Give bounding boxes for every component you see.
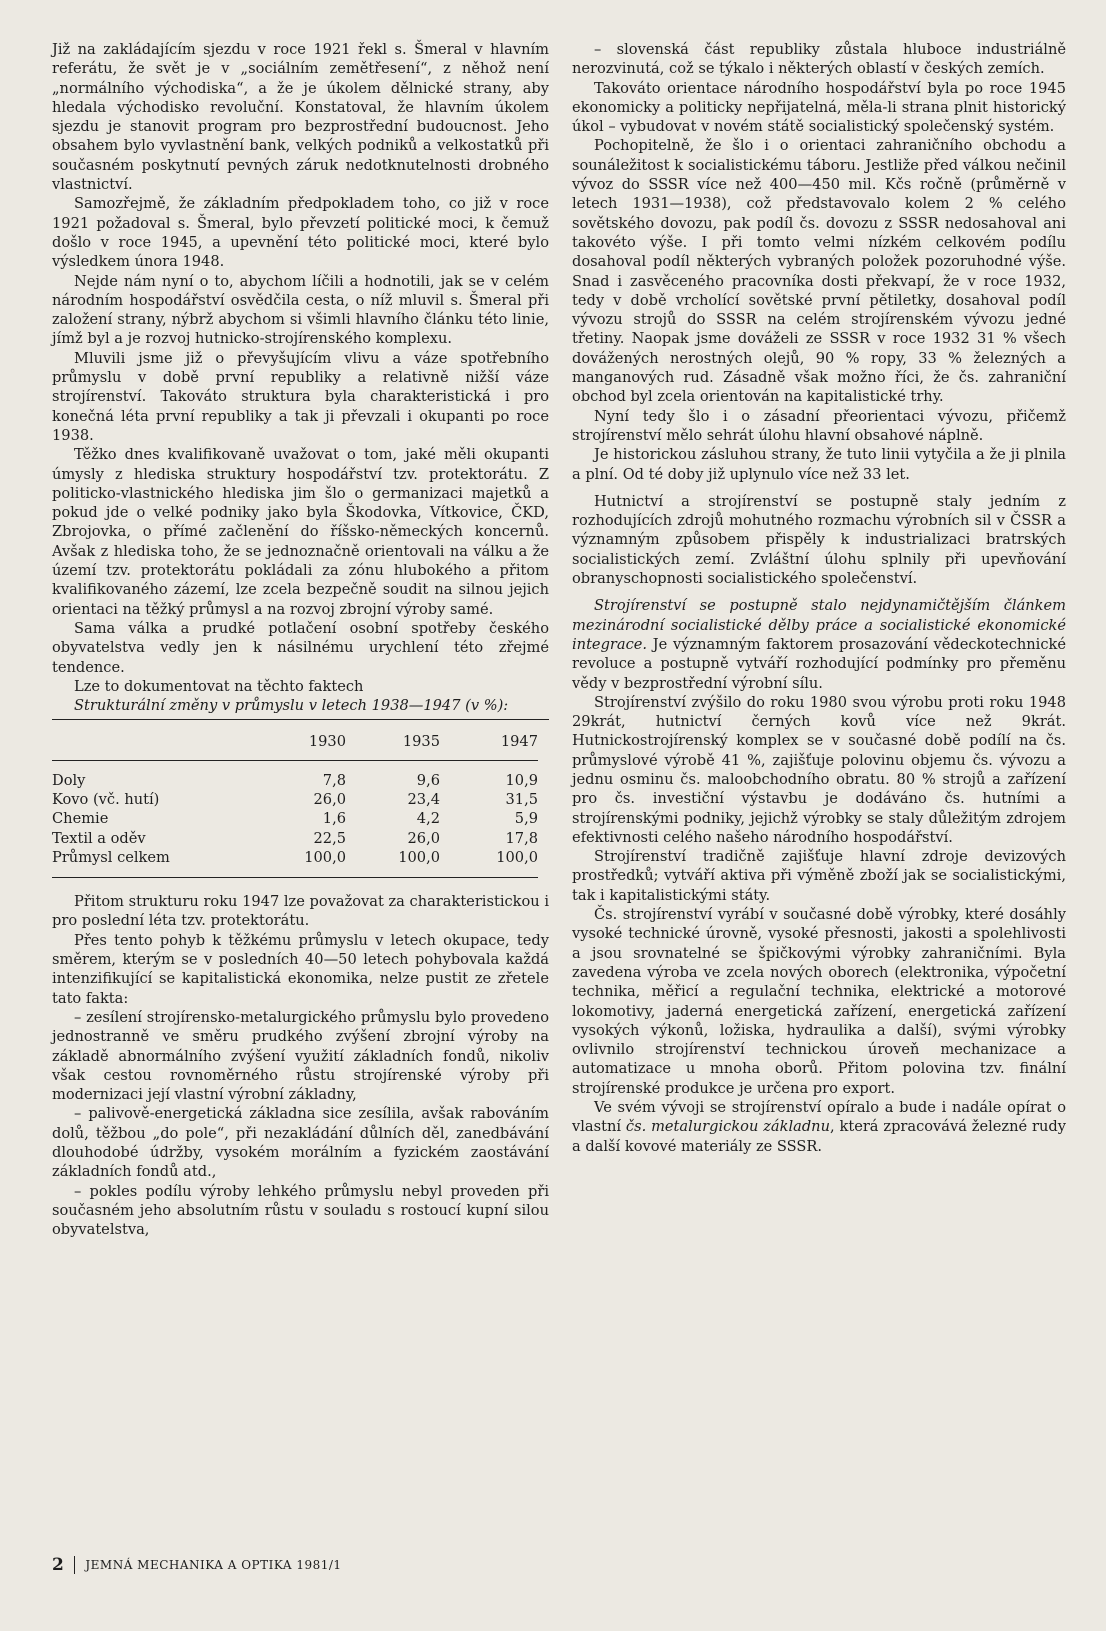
list-item: – pokles podílu výroby lehkého průmyslu nebyl proveden při současném jeho absolutním růstu v souladu s rostoucí kupní silou obyvatelstva, (52, 1182, 549, 1239)
row-label: Chemie (52, 810, 109, 828)
paragraph: Těžko dnes kvalifikovaně uvažovat o tom, jaké měli okupanti úmysly z hlediska struktury hospodářství tzv. protektorátu. Z politicko-vlastnického hlediska jim šlo o germanizaci majetků a pokud jde o velké podniky jako byla Škodovka, Vítkovice, ČKD, Zbrojovka, o přímé začlenění do říšsko-německých koncernů. Avšak z hlediska toho, že se jednoznačně orientovali na válku a že území tzv. protektorátu pokládali za zónu hlubokého a přitom kvalifikovaného zázemí, lze zcela bezpečně soudit na silnou jejich orientaci na těžký průmysl a na rozvoj zbrojní výroby samé. (52, 446, 549, 618)
table-header: 1930 (252, 720, 346, 760)
cell: 100,0 (346, 848, 440, 878)
italic-emphasis: Strojírenství se postupně stalo nejdynamičtějším článkem mezinárodní socialistické dělby práce a socialistické ekonomické integrace. (572, 597, 1066, 653)
cell: 9,6 (416, 771, 440, 789)
italic-emphasis: čs. metalurgickou základnu (625, 1118, 830, 1136)
paragraph: Strojírenství tradičně zajišťuje hlavní zdroje devizových prostředků; vytváří aktiva při výměně zboží jak se socialistickými, tak i kapitalistickými státy. (572, 848, 1066, 904)
paragraph: Je historickou zásluhou strany, že tuto linii vytyčila a že ji plnila a plní. Od té doby již uplynulo více než 33 let. (572, 446, 1066, 483)
paragraph: Nyní tedy šlo i o zásadní přeorientaci vývozu, přičemž strojírenství mělo sehrát úlohu hlavní obsahové náplně. (572, 407, 1066, 444)
paragraph-text: , která zpracovává železné rudy a další kovové materiály ze SSSR. (572, 1118, 1066, 1155)
paragraph: Nejde nám nyní o to, abychom líčili a hodnotili, jak se v celém národním hospodářství osvědčila cesta, o níž mluvil s. Šmeral při založení strany, nýbrž abychom si všimli hlavního článku této linie, jímž byl a je rozvoj hutnicko-strojírenského komplexu. (52, 272, 549, 348)
row-label: Kovo (vč. hutí) (52, 790, 160, 808)
cell: 31,5 (505, 790, 538, 808)
right-column (572, 40, 1066, 1156)
table-row (52, 790, 538, 809)
cell: 4,2 (416, 810, 440, 828)
cell: 26,0 (313, 790, 346, 808)
table-row (52, 809, 538, 828)
paragraph-text: Ve svém vývoji se strojírenství opíralo a bude i nadále opírat o vlastní (572, 1099, 1066, 1136)
paragraph: Lze to dokumentovat na těchto faktech (74, 677, 364, 695)
paragraph: Přitom strukturu roku 1947 lze považovat za charakteristickou i pro poslední léta tzv. protektorátu. (52, 893, 549, 930)
paragraph: Strojírenství zvýšilo do roku 1980 svou výrobu proti roku 1948 29krát, hutnictví černých kovů více než 9krát. Hutnickostrojírenský komplex se v současné době podílí na čs. průmyslové výrobě 41 %, zajišťuje polovinu objemu čs. vývozu a jednu osminu čs. maloobchodního obratu. 80 % strojů a zařízení pro čs. investiční výstavbu je dodáváno čs. hutními a strojírenskými podniky, jejichž výrobky se staly důležitým zdrojem efektivnosti celého našeho národního hospodářství. (572, 693, 1066, 846)
row-label: Doly (52, 771, 86, 789)
paragraph: Takováto orientace národního hospodářství byla po roce 1945 ekonomicky a politicky nepřijatelná, měla-li strana plnit historický úkol – vybudovat v novém státě socialistický společenský systém. (572, 79, 1066, 136)
paragraph: Sama válka a prudké potlačení osobní spotřeby českého obyvatelstva vedly jen k násilnému urychlení této zřejmé tendence. (52, 619, 549, 676)
cell: 1,6 (322, 810, 346, 828)
paragraph: Hutnictví a strojírenství se postupně staly jedním z rozhodujících zdrojů mohutného rozmachu výrobních sil v ČSSR a významným způsobem přispěly k industrializaci bratrských socialistických zemí. Zvláštní úlohu splnily při upevňování obranyschopnosti socialistického společenství. (572, 492, 1066, 588)
page-footer (52, 1555, 342, 1575)
paragraph: Čs. strojírenství vyrábí v současné době výrobky, které dosáhly vysoké technické úrovně, vysoké přesnosti, jakosti a spolehlivosti a jsou srovnatelné se špičkovými výrobky zahraničními. Byla zavedena výroba ve zcela nových oborech (elektronika, výpočetní technika, měřicí a regulační technika, elektrické a motorové lokomotivy, jaderná energetická zařízení, energetická zařízení vysokých výkonů, ložiska, hydraulika a další), svými výrobky ovlivnilo strojírenství technickou úroveň mechanizace a automatizace u mnoha oborů. Přitom polovina tzv. finální strojírenské produkce je určena pro export. (572, 906, 1066, 1097)
paragraph: Mluvili jsme již o převyšujícím vlivu a váze spotřebního průmyslu v době první republiky a relativně nižší váze strojírenství. Takováto struktura byla charakteristická i pro konečná léta první republiky a tak ji převzali i okupanti po roce 1938. (52, 349, 549, 444)
cell: 22,5 (313, 829, 346, 847)
cell: 100,0 (252, 848, 346, 878)
table-row (52, 760, 538, 790)
cell: 7,8 (322, 771, 346, 789)
journal-title: JEMNÁ MECHANIKA A OPTIKA 1981/1 (85, 1558, 342, 1572)
left-column (52, 40, 549, 1240)
table-row (52, 829, 538, 848)
list-item: – slovenská část republiky zůstala hluboce industriálně nerozvinutá, což se týkalo i některých oblastí v českých zemích. (572, 41, 1066, 78)
cell: 100,0 (440, 848, 538, 878)
paragraph: Již na zakládajícím sjezdu v roce 1921 řekl s. Šmeral v hlavním referátu, že svět je v „sociálním zemětřesení“, z něhož není „normálního východiska“, a že je úkolem dělnické strany, aby hledala východisko revoluční. Konstatoval, že hlavním úkolem sjezdu je stanovit program pro bezprostřední budoucnost. Jeho obsahem bylo vyvlastnění bank, velkých podniků a velkostatků při současném poskytnutí pevných záruk nedotknutelnosti drobného vlastnictví. (52, 41, 549, 194)
paragraph: Samozřejmě, že základním předpokladem toho, co již v roce 1921 požadoval s. Šmeral, bylo převzetí politické moci, k čemuž došlo v roce 1945, a upevnění této politické moci, které bylo výsledkem února 1948. (52, 195, 549, 271)
list-item: – palivově-energetická základna sice zesílila, avšak rabováním dolů, těžbou „do pole“, při nezakládání důlních děl, zanedbávání dlouhodobé údržby, vysokém morálním a fyzickém zaostávání základních fondů atd., (52, 1105, 549, 1181)
row-label: Průmysl celkem (52, 848, 252, 878)
cell: 26,0 (407, 829, 440, 847)
table-header (52, 720, 252, 760)
paragraph: Pochopitelně, že šlo i o orientaci zahraničního obchodu a sounáležitost k socialistickému táboru. Jestliže před válkou nečinil vývoz do SSSR více než 400—450 mil. Kčs ročně (průměrně v letech 1931—1938), což představovalo kolem 2 % celého sovětského dovozu, pak podíl čs. dovozu z SSSR nedosahoval ani takovéto výše. I při tomto velmi nízkém celkovém podílu dosahoval podíl některých vybraných položek pozoruhodné výše. Snad i zasvěceného pracovníka dosti překvapí, že v roce 1932, tedy v době vrcholící sovětské první pětiletky, dosahoval podíl vývozu strojů do SSSR na celém strojírenském vývozu jedné třetiny. Naopak jsme dováželi ze SSSR v roce 1932 31 % všech dovážených nerostných olejů, 90 % ropy, 33 % železných a manganových rud. Zásadně však možno říci, že čs. zahraniční obchod byl zcela orientován na kapitalistické trhy. (572, 137, 1066, 406)
paragraph-text: Je významným faktorem prosazování vědeckotechnické revoluce a postupně vytváří rozhodující podmínky pro přeměnu vědy v bezprostřední výrobní sílu. (572, 635, 1066, 692)
cell: 5,9 (514, 810, 538, 828)
paragraph (572, 1098, 1066, 1156)
paragraph (572, 596, 1066, 692)
row-label: Textil a oděv (52, 829, 146, 847)
table-header: 1935 (346, 720, 440, 760)
page-number: 2 (52, 1555, 65, 1575)
structure-table (52, 720, 538, 878)
table-caption: Strukturální změny v průmyslu v letech 1938—1947 (v %): (52, 696, 549, 720)
paragraph: Přes tento pohyb k těžkému průmyslu v letech okupace, tedy směrem, kterým se v posledních 40—50 letech pohybovala každá intenzifikující se kapitalistická ekonomika, nelze pustit ze zřetele tato fakta: (52, 931, 549, 1007)
divider (74, 1556, 75, 1574)
list-item: – zesílení strojírensko-metalurgického průmyslu bylo provedeno jednostranně ve směru prudkého zvýšení zbrojní výroby na základě abnormálního zvýšení využití základních fondů, nikoliv však cestou rovnoměrného růstu strojírenské výroby při modernizaci její vlastní výrobní základny, (52, 1008, 549, 1104)
cell: 23,4 (407, 790, 440, 808)
table-row (52, 848, 538, 878)
table-header: 1947 (440, 720, 538, 760)
cell: 10,9 (505, 771, 538, 789)
cell: 17,8 (505, 829, 538, 847)
